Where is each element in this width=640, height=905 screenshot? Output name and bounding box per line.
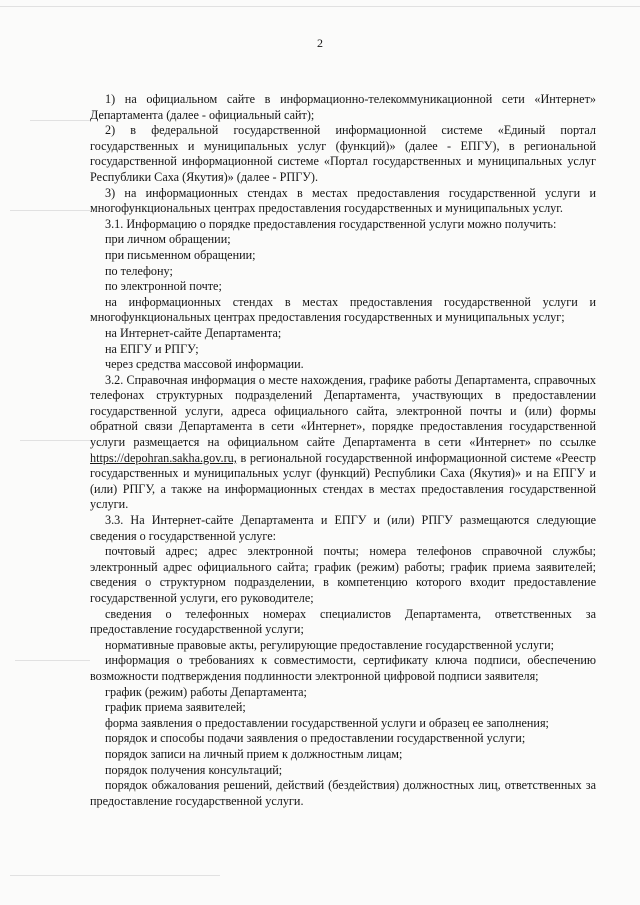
- paragraph: 2) в федеральной государственной информационной системе «Единый портал государственных и муниципальных услуг (функций)» (далее - ЕПГУ), в региональной государственной информационной системе «Портал государственных и муниципальных услуг Республики Саха (Якутия)» (далее - РПГУ).: [90, 123, 596, 184]
- scan-noise-mark: [20, 440, 90, 441]
- list-item: на ЕПГУ и РПГУ;: [105, 341, 199, 356]
- list-item: порядок получения консультаций;: [105, 762, 283, 777]
- list-item: информация о требованиях к совместимости, сертификату ключа подписи, обеспечению возможности подтверждения подлинности электронной цифровой подписи заявителя;: [90, 653, 596, 683]
- list-item: порядок обжалования решений, действий (бездействия) должностных лиц, ответственных за предоставление государственной услуги.: [90, 778, 596, 808]
- paragraph: 3) на информационных стендах в местах предоставления государственной услуги и многофункциональных центрах предоставления государственных и муниципальных услуг.: [90, 185, 596, 216]
- list-item: форма заявления о предоставлении государственной услуги и образец ее заполнения;: [105, 715, 549, 730]
- paragraph-text: 3.2. Справочная информация о месте нахождения, графике работы Департамента, справочных телефонах структурных подразделений Департамента, участвующих в предоставлении государственной услуги, адреса официального сайта, электронной почты и (или) формы обратной связи Департамента в сети «Интернет», порядке предоставления государственной услуги размещается на официальном сайте Департамента в сети «Интернет» по ссылке: [90, 372, 596, 450]
- list-item: порядок записи на личный прием к должностным лицам;: [105, 746, 403, 761]
- list-item: по электронной почте;: [105, 279, 222, 294]
- list-item: график (режим) работы Департамента;: [105, 684, 307, 699]
- list-item: при личном обращении;: [105, 232, 231, 247]
- scan-noise-mark: [30, 120, 90, 121]
- paragraph: [90, 373, 596, 513]
- scan-noise-mark: [15, 660, 90, 661]
- list-item: на информационных стендах в местах предоставления государственной услуги и многофункциональных центрах предоставления государственных и муниципальных услуг;: [90, 294, 596, 325]
- list-item: на Интернет-сайте Департамента;: [105, 325, 282, 340]
- scan-edge-mark: [0, 6, 640, 7]
- document-body: [90, 92, 596, 809]
- list-item: порядок и способы подачи заявления о предоставлении государственной услуги;: [105, 731, 526, 746]
- paragraph: 1) на официальном сайте в информационно-телекоммуникационной сети «Интернет» Департамента (далее - официальный сайт);: [90, 92, 596, 122]
- list-item: при письменном обращении;: [105, 247, 256, 262]
- paragraph: 3.1. Информацию о порядке предоставления государственной услуги можно получить:: [105, 216, 557, 231]
- list-item: почтовый адрес; адрес электронной почты; номера телефонов справочной службы; электронный адрес официального сайта; график (режим) работы; график приема заявителей; сведения о структурном подразделении, в компетенцию которого входит предоставление государственной услуги, его руководителе;: [90, 544, 596, 605]
- list-item: график приема заявителей;: [105, 700, 246, 715]
- paragraph: 3.3. На Интернет-сайте Департамента и ЕПГУ и (или) РПГУ размещаются следующие сведения о государственной услуге:: [90, 513, 596, 543]
- scan-noise-mark: [10, 210, 90, 211]
- list-item: сведения о телефонных номерах специалистов Департамента, ответственных за предоставление государственной услуги;: [90, 606, 596, 637]
- scan-noise-mark: [10, 875, 220, 876]
- website-link[interactable]: https://depohran.sakha.gov.ru,: [90, 450, 237, 465]
- paragraph-text: в региональной государственной информационной системе «Реестр государственных и муниципальных услуг (функций) Республики Саха (Якутия)» и на ЕПГУ и (или) РПГУ, а также на информационных стендах в местах предоставления государственной услуги.: [90, 450, 597, 512]
- page-number: 2: [317, 36, 323, 50]
- list-item: через средства массовой информации.: [105, 357, 304, 372]
- list-item: по телефону;: [105, 263, 173, 278]
- list-item: нормативные правовые акты, регулирующие предоставление государственной услуги;: [105, 637, 554, 652]
